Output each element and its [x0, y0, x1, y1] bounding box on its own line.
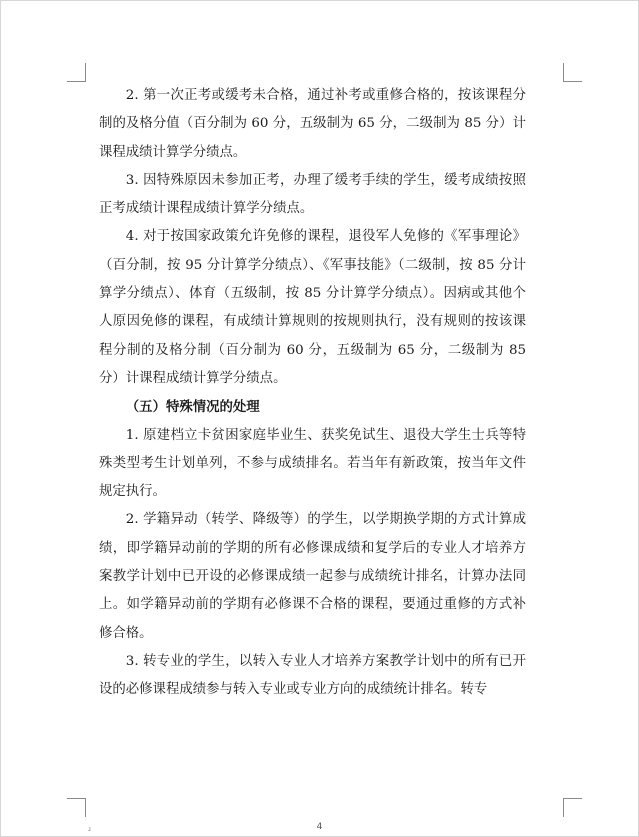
crop-mark-bottom-right [563, 798, 582, 817]
paragraph: 4. 对于按国家政策允许免修的课程，退役军人免修的《军事理论》（百分制，按 95 分计算学分绩点）、《军事技能》（二级制，按 85 分计算学分绩点）、体育（五级制，按 85 分计算学分绩点）。因病或其他个人原因免修的课程，有成绩计算规则的按规则执行，没有规则的按该课程分制的及格分制（百分制为 60 分，五级制为 65 分，二级制为 85 分）计课程成绩计算学分绩点。 [99, 229, 526, 386]
paragraph: 1. 原建档立卡贫困家庭毕业生、获奖免试生、退役大学生士兵等特殊类型考生计划单列，不参与成绩排名。若当年有新政策，按当年文件规定执行。 [99, 427, 526, 500]
paragraph: 2. 学籍异动（转学、降级等）的学生，以学期换学期的方式计算成绩，即学籍异动前的学期的所有必修课成绩和复学后的专业人才培养方案教学计划中已开设的必修课成绩一起参与成绩统计排名，计算办法同上。如学籍异动前的学期有必修课不合格的课程，要通过重修的方式补修合格。 [99, 512, 526, 641]
section-heading: （五）特殊情况的处理 [125, 399, 260, 416]
paragraph: 3. 转专业的学生，以转入专业人才培养方案教学计划中的所有已开设的必修课程成绩参与转入专业或专业方向的成绩统计排名。转专 [99, 653, 526, 698]
crop-mark-top-right [563, 63, 582, 82]
crop-mark-top-left [67, 63, 86, 82]
document-body [99, 82, 526, 705]
crop-mark-bottom-left [67, 798, 86, 817]
paragraph: 3. 因特殊原因未参加正考，办理了缓考手续的学生，缓考成绩按照正考成绩计课程成绩计算学分绩点。 [99, 172, 526, 217]
paragraph: 2. 第一次正考或缓考未合格，通过补考或重修合格的，按该课程分制的及格分值（百分制为 60 分，五级制为 65 分，二级制为 85 分）计课程成绩计算学分绩点。 [99, 88, 526, 160]
page-number: 4 [316, 822, 323, 832]
paragraph-mark: ɹ [88, 825, 91, 833]
